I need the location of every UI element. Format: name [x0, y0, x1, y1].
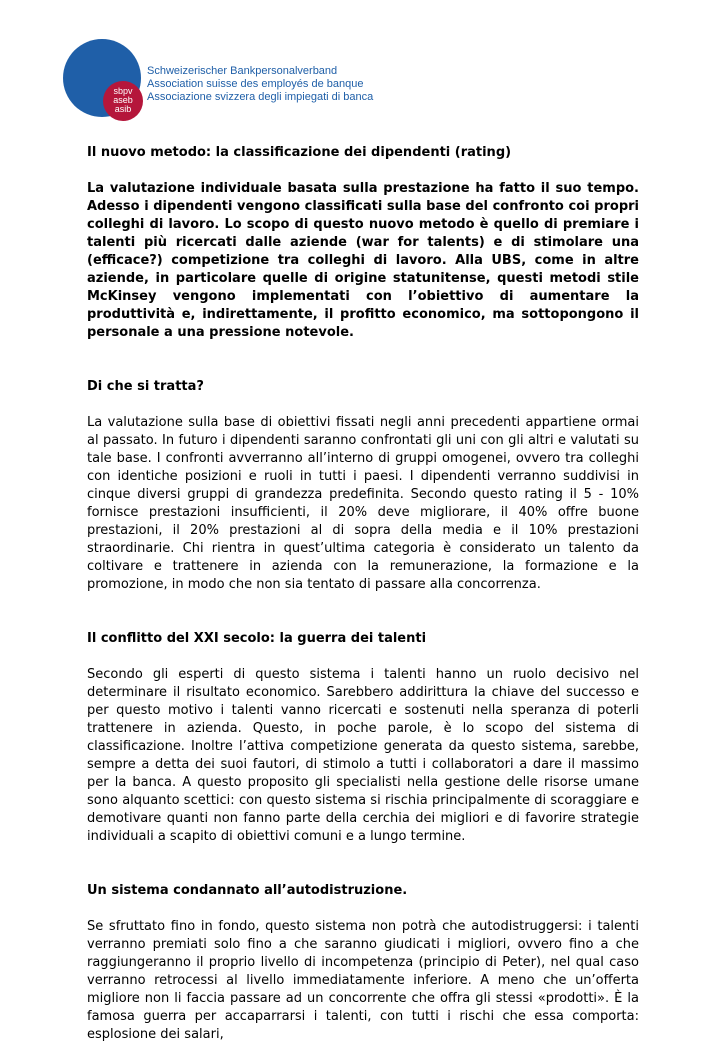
logo-badge-line: asib — [114, 104, 132, 114]
section-paragraph: Secondo gli esperti di questo sistema i talenti hanno un ruolo decisivo nel determinare il risultato economico. Sarebbero addirittura la chiave del successo e per questo motivo i talenti vanno ricercati e sostenuti nella speranza di poterli trattenere in azienda. Questo, in poche parole, è lo scopo del sistema di classificazione. Inoltre l’attiva competizione generata da questo sistema, sarebbe, sempre a detta dei suoi fautori, di stimolo a tutti i collaboratori a dare il massimo per la banca. A questo proposito gli specialisti nella gestione delle risorse umane sono alquanto scettici: con questo sistema si rischia principalmente di scoraggiare e demotivare quanti non fanno parte della cerchia dei migliori e di favorire strategie individuali a scapito di obiettivi comuni e a lungo termine. — [87, 667, 639, 844]
section-heading: Di che si tratta? — [87, 379, 204, 394]
section-paragraph: La valutazione sulla base di obiettivi fissati negli anni precedenti appartiene ormai al passato. In futuro i dipendenti saranno confrontati gli uni con gli altri e valutati su tale base. I confronti avverranno all’interno di gruppi omogenei, ovvero tra colleghi con identiche posizioni e ruoli in tutti i paesi. I dipendenti verranno suddivisi in cinque diversi gruppi di grandezza predefinita. Secondo questo rating il 5 - 10% fornisce prestazioni insufficienti, il 20% deve migliorare, il 40% offre buone prestazioni, il 20% prestazioni al di sopra della media e il 10% prestazioni straordinarie. Chi rientra in quest’ultima categoria è considerato un talento da coltivare e trattenere in azienda con la remunerazione, la formazione e la promozione, in modo che non sia tentato di passare alla concorrenza. — [87, 415, 639, 592]
section-paragraph: Se sfruttato fino in fondo, questo sistema non potrà che autodistruggersi: i talenti verranno premiati solo fino a che saranno giudicati i migliori, ovvero fino a che raggiungeranno il proprio livello di incompetenza (principio di Peter), nel qual caso verranno retrocessi al livello immediatamente inferiore. A meno che un’offerta migliore non li faccia passare ad un concorrente che offra gli stessi «prodotti». È la famosa guerra per accaparrarsi i talenti, con tutti i rischi che essa comporta: esplosione dei salari, — [87, 919, 639, 1042]
logo-badge-line: aseb — [113, 95, 133, 105]
logo-red-badge — [103, 81, 143, 121]
section-heading: Un sistema condannato all’autodistruzione. — [87, 883, 408, 898]
association-logo — [63, 39, 374, 123]
logo-org-name-de: Schweizerischer Bankpersonalverband — [147, 65, 338, 77]
logo-org-name-fr: Association suisse des employés de banque — [147, 78, 364, 90]
logo-badge-line: sbpv — [113, 86, 133, 96]
logo-organization-names — [147, 65, 373, 104]
logo-org-name-it: Associazione svizzera degli impiegati di banca — [147, 91, 374, 103]
section-heading: Il conflitto del XXI secolo: la guerra dei talenti — [87, 631, 427, 646]
lead-paragraph: La valutazione individuale basata sulla prestazione ha fatto il suo tempo. Adesso i dipendenti vengono classificati sulla base del confronto coi propri colleghi di lavoro. Lo scopo di questo nuovo metodo è quello di premiare i talenti più ricercati dalle aziende (war for talents) e di stimolare una (efficace?) competizione tra colleghi di lavoro. Alla UBS, come in altre aziende, in particolare quelle di origine statunitense, questi metodi stile McKinsey vengono implementati con l’obiettivo di aumentare la produttività e, indirettamente, il profitto economico, ma sottopongono il personale a una pressione notevole. — [87, 181, 639, 340]
document-body — [87, 144, 639, 1044]
document-title: Il nuovo metodo: la classificazione dei dipendenti (rating) — [87, 145, 512, 160]
